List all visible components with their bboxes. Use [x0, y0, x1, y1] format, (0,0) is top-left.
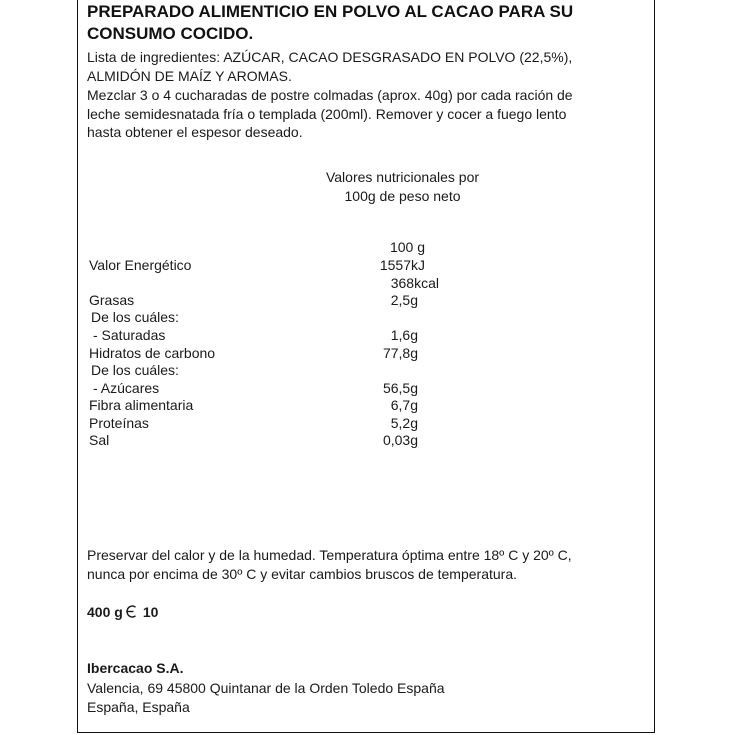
nutrient-label: - Saturadas: [93, 327, 166, 343]
nutrient-label: Grasas: [89, 292, 135, 308]
nutrient-value: 2,5g: [390, 292, 418, 308]
nutrient-label: - Azúcares: [93, 380, 160, 396]
company-name: Ibercacao S.A.: [87, 660, 184, 676]
storage-line-1: Preservar del calor y de la humedad. Temperatura óptima entre 18º C y 20º C,: [87, 547, 572, 563]
estimated-e-mark-icon: [124, 604, 137, 619]
servings-count: 10: [142, 604, 159, 620]
net-quantity: [87, 603, 158, 622]
nutrient-label: Proteínas: [89, 415, 149, 431]
nutrition-header-line-2: 100g de peso neto: [344, 188, 461, 204]
ingredients-line-2: ALMIDÓN DE MAÍZ Y AROMAS.: [87, 68, 292, 84]
nutrient-label: Fibra alimentaria: [89, 397, 194, 413]
company-address-line-1: Valencia, 69 45800 Quintanar de la Orden Toledo España: [87, 680, 445, 696]
nutrient-label: De los cuáles:: [91, 362, 179, 378]
nutrient-label: Sal: [89, 432, 110, 448]
storage-line-2: nunca por encima de 30º C y evitar cambios bruscos de temperatura.: [87, 566, 517, 582]
nutrient-label: Valor Energético: [89, 257, 192, 273]
instructions-line-3: hasta obtener el espesor deseado.: [87, 124, 303, 140]
product-title-line-2: CONSUMO COCIDO.: [87, 24, 254, 43]
nutrient-value: 77,8g: [382, 345, 418, 361]
product-title-line-1: PREPARADO ALIMENTICIO EN POLVO AL CACAO PARA SU: [87, 2, 574, 21]
nutrient-label: Hidratos de carbono: [89, 345, 216, 361]
instructions-line-1: Mezclar 3 o 4 cucharadas de postre colmadas (aprox. 40g) por cada ración de: [87, 87, 573, 103]
nutrition-column-header: 100 g: [389, 239, 425, 255]
nutrient-value: 56,5g: [382, 380, 418, 396]
nutrient-value: 368kcal: [390, 275, 439, 291]
company-address-line-2: España, España: [87, 699, 190, 715]
ingredients-line-1: Lista de ingredientes: AZÚCAR, CACAO DESGRASADO EN POLVO (22,5%),: [87, 49, 573, 65]
nutrient-value: 0,03g: [382, 432, 418, 448]
nutrient-value: 1557kJ: [379, 257, 425, 273]
net-weight: 400 g: [87, 604, 123, 620]
instructions-line-2: leche semidesnatada fría o templada (200ml). Remover y cocer a fuego lento: [87, 106, 567, 122]
nutrient-value: 5,2g: [390, 415, 418, 431]
nutrition-header-line-1: Valores nutricionales por: [325, 169, 480, 185]
nutrient-value: 6,7g: [390, 397, 418, 413]
nutrient-value: 1,6g: [390, 327, 418, 343]
nutrient-label: De los cuáles:: [91, 309, 179, 325]
